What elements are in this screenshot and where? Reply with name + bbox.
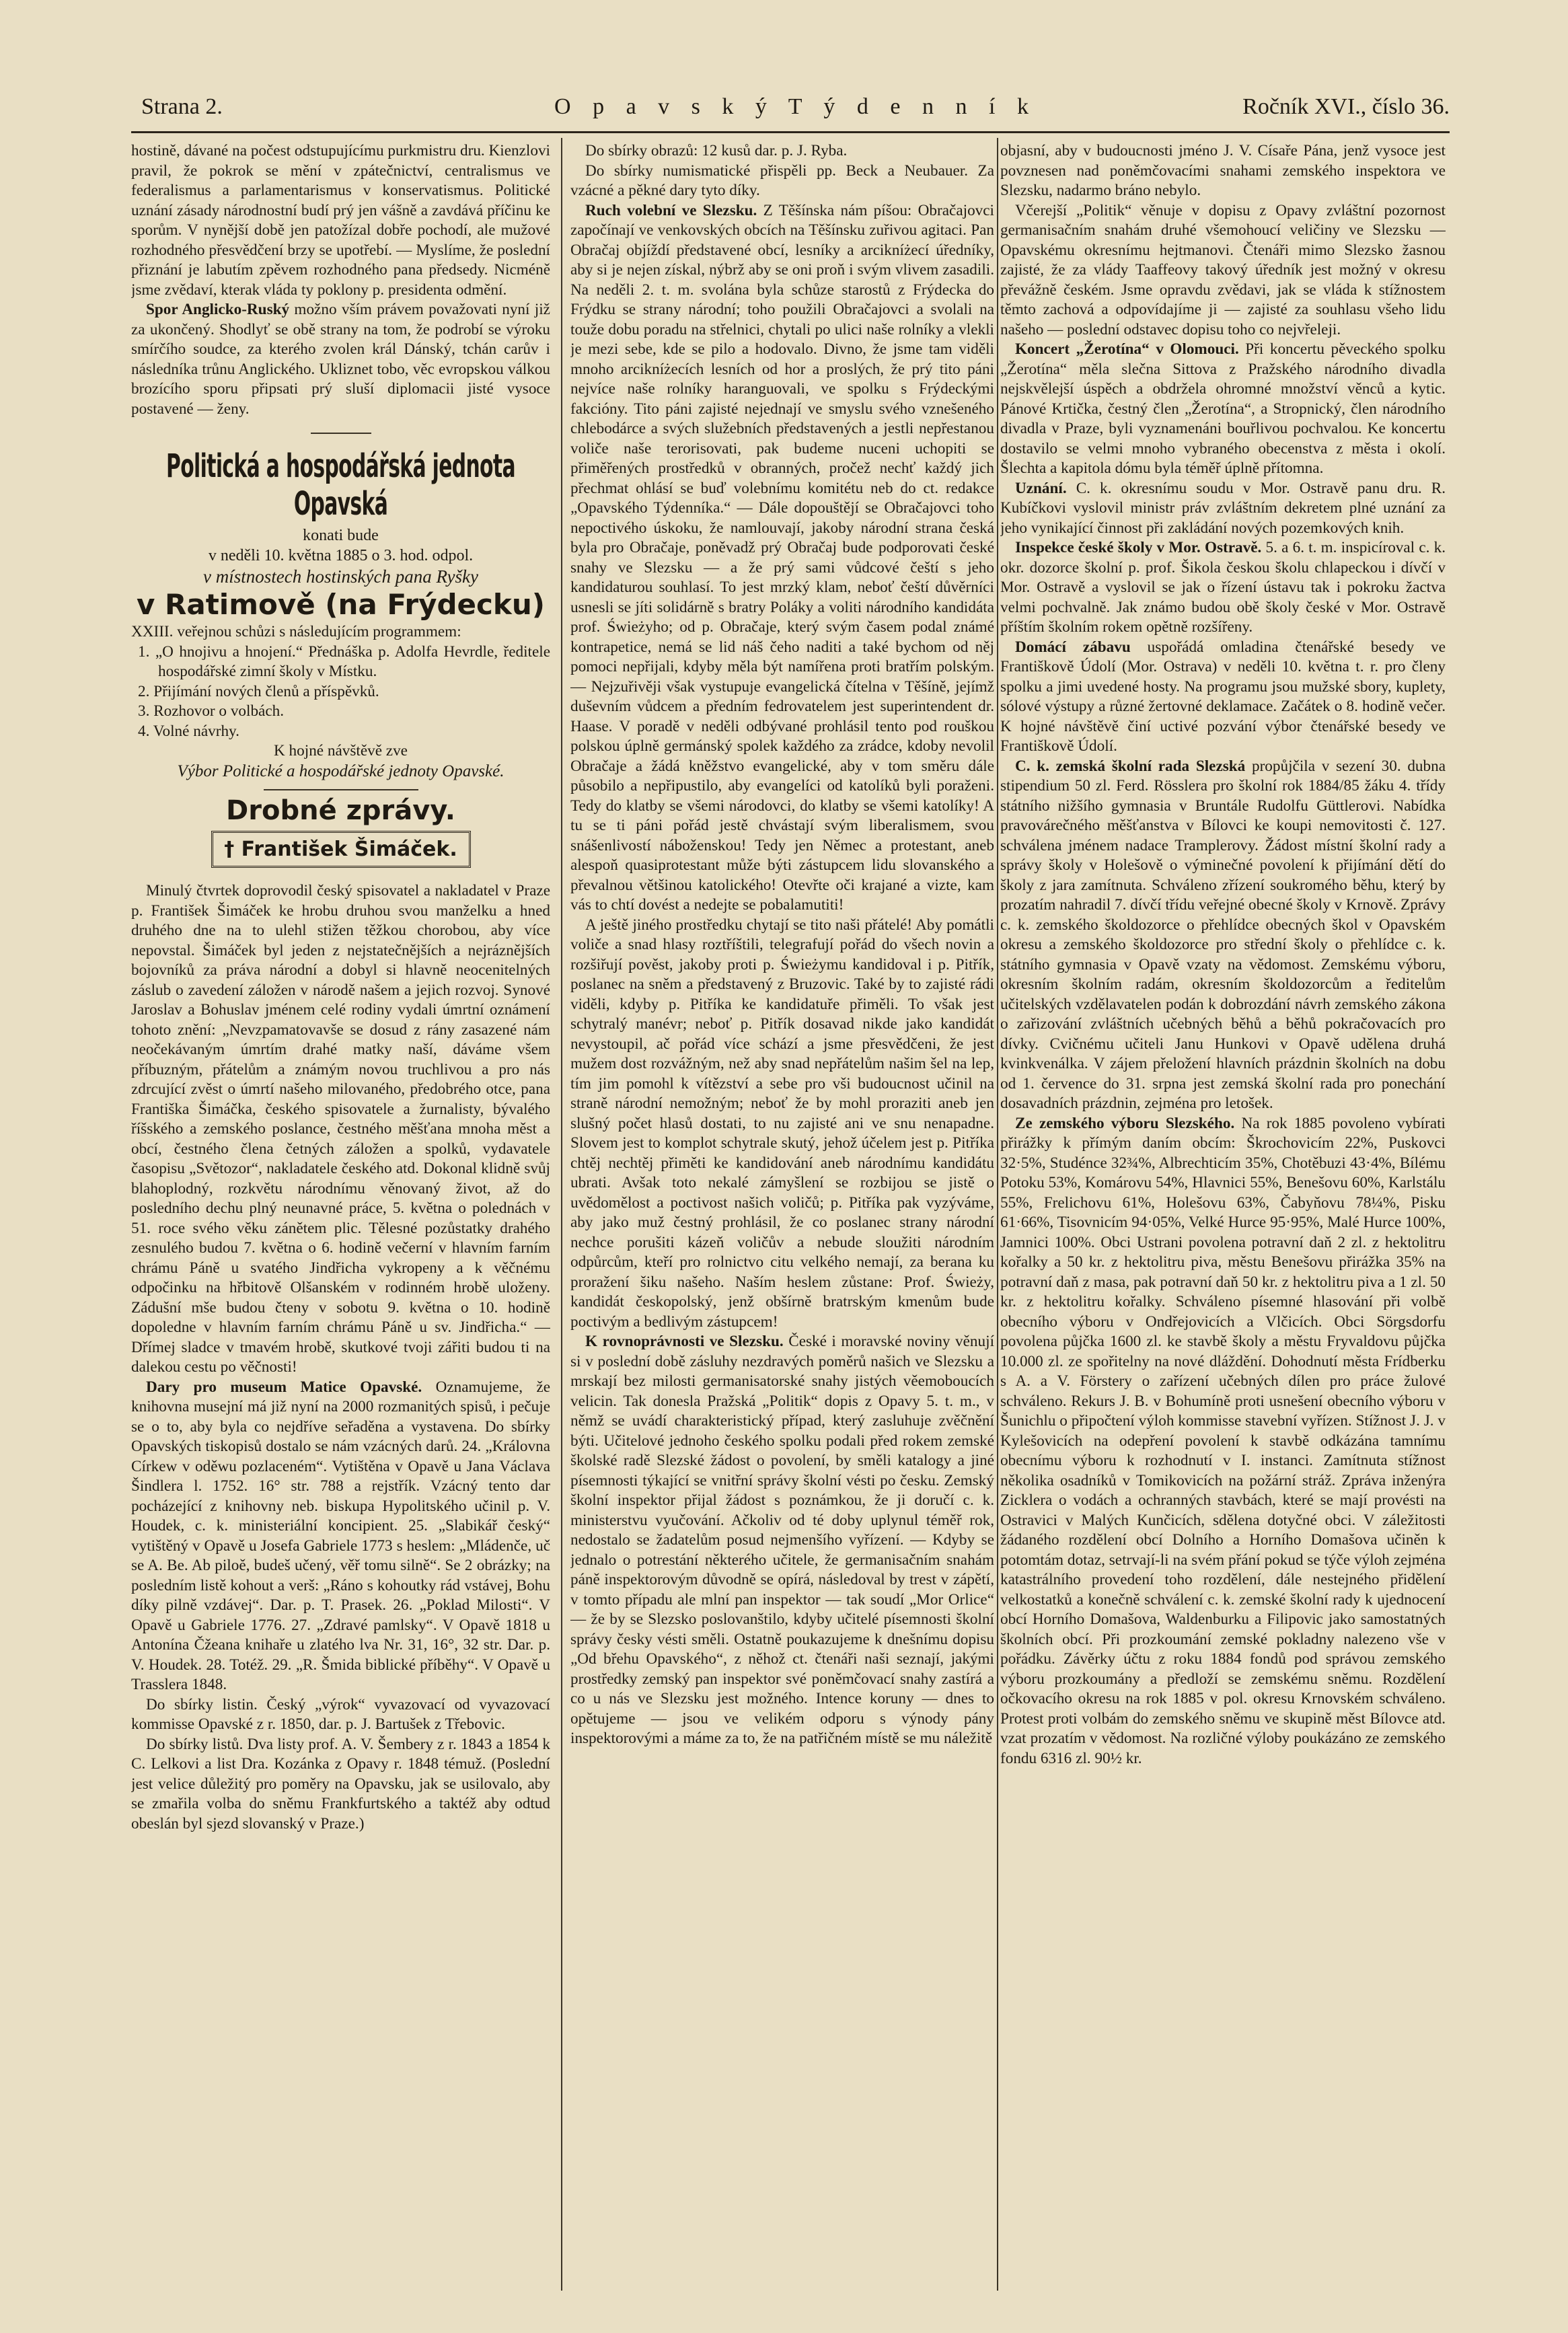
column-rule — [997, 138, 998, 2291]
column-3 — [1000, 141, 1446, 2291]
article-paragraph — [570, 1332, 994, 1749]
article-text: Z Těšínska nám píšou: Obračajovci započínají ve venkovských obcích na Těšínsku zuřivou agitaci. Pan Obračaj objíždí představené obcí, lesníky a arcikníżecí úředníky, aby si je nejen získal, nýbrž aby se oni proň i svým vlivem zasadili. Na neděli 2. t. m. svolána byla schůze starostů z Frýdecka do Frýdku se strany národní; toho použili Obračajovci a svolali na touže dobu poradu na střelnici, chytali po ulici naše rolníky a vlekli je mezi sebe, kde se pilo a hodovalo. Divno, že jsme tam viděli mnoho arcikníżecích lesních od hor a proslých, že prý tito páni nejvíce naše rolníky haranguovali, ve spolku s Frýdeckými fakcióny. Tito páni zajisté nejednají ve smyslu svého vznešeného chlebodárce a svých služebních představených a jestli nepřestanou voliče naše terorisovati, pak budeme nuceni uchopiti se přiměřených prostředků v obranných, pročež nechť každý jich přechmat ohlásí se buď volebnímu komitétu neb do ct. redakce „Opavského Týdenníka.“ — Dále dopouštějí se Obračajovci toho nepoctivého úskoku, že namlouvají, jakoby národní strana česká byla pro Obračaje, poněvadž prý Obračaj bude podporovati české snahy ve Slezsku — a že prý sami vůdcové čeští s jeho kandidaturou souhlasí. To jest mrzký klam, neboť čeští důvěrníci usnesli se jíti solidárně s bratry Poláky a voliti národního kandidáta prof. Świeżyho; od p. Obračaje, který svým časem podal známé kontrapetice, nemá se lid náš čeho naditi a také bychom od něj pomoci nepřijali, kdyby měla být namířena proti bratřím polským. — Nejzuřivěji však vystupuje evangelická čítelna v Těšíně, jejímž duševním vůdcem a předním fedrovatelem jest superintendent dr. Haase. V poradě v neděli odbývané prohlásil tento pod rouškou polskou úplně germánský spolek každého za zrádce, kdoby nevolil Obračaje a žádá kněžstvo evangelické, aby v tom směru dále působilo a nepřipustilo, aby evangelíci od katolíků byli poraženi. Tedy do klatby se všemi národovci, do klatby se všemi katolíky! A tu se ti páni pořád jestě chvástají svým liberalismem, svou snášenlivostí náboženskou! Tedy jen Němec a protestant, aneb alespoň quasiprotestant může býti zástupcem lidu slovanského a převalnou většinou katolického! Otevřte oči krajané a vizte, kam vás to chtí dovést a nedejte se pobalamutiti! — [570, 201, 994, 914]
article-paragraph: Do sbírky listů. Dva listy prof. A. V. Šembery z r. 1843 a 1854 k C. Lelkovi a list Dra. Kozánka z Opavy r. 1848 témuž. (Poslední jest velice důležitý pro poměry na Opavsku, jak se usilovalo, aby se zmařila volba do sněmu Frankfurtského a taktéž aby odtud obeslán byl sjezd slovanský v Praze.) — [131, 1735, 550, 1832]
article-lead: Koncert „Žerotína“ v Olomouci. — [1015, 340, 1239, 358]
article-paragraph — [1000, 479, 1446, 539]
article-paragraph — [1000, 757, 1446, 1114]
article-paragraph — [1000, 340, 1446, 479]
ad-konati: konati bude — [303, 527, 379, 544]
article-lead: K rovnoprávnosti ve Slezsku. — [585, 1333, 784, 1350]
article-lead: Uznání. — [1015, 479, 1067, 497]
article-text: Oznamujeme, že knihovna musejní má již nyní na 2000 rozmanitých spisů, i pečuje se o to, aby byla co nejdříve seřaděna a vystavena. Do sbírky Opavských tiskopisů dostalo se nám vzácných darů. 24. „Královna Církew v oděwu pozlaceném“. Vytištěna v Opavě u Jana Václava Šindlera l. 1752. 16° str. 788 a rejstřík. Vzácný tento dar pocházející z knihovny neb. biskupa Hypolitského učinil p. V. Houdek, c. k. ministeriální koncipient. 25. „Slabikář český“ vytištěný v Opavě u Josefa Gabriele 1773 s heslem: „Mládenče, uč se A. Be. Ab piloě, budeš učený, věř tomu silně“. Se 2 obrázky; na posledním listě kohout a verš: „Ráno s kohoutky rád vstávej, Bohu díky pilně vzdávej“. Dar. p. T. Prasek. 26. „Poklad Milosti“. V Opavě u Gabriele 1776. 27. „Zdravé pamlsky“. V Opavě 1818 u Antonína Čžeana knihaře u zlatého lva Nr. 31, 16°, 32 str. Dar. p. V. Houdek. 28. Totéž. 29. „R. Šmida biblické příběhy“. V Opavě u Trasslera 1848. — [131, 1378, 550, 1693]
ad-place: v Ratimově (na Frýdecku) — [137, 588, 545, 621]
ad-venue: v místnostech hostinských pana Ryšky — [203, 566, 478, 587]
column-rule — [561, 138, 562, 2291]
article-paragraph: objasní, aby v budoucnosti jméno J. V. Císaře Pána, jenž vysoce jest povznesen nad poněmčovacími snahami zemského inspektora ve Slezsku, nadarmo bráno nebylo. — [1000, 142, 1446, 199]
ad-program-item: 3. Rozhovor o volbách. — [138, 702, 285, 720]
article-text: uspořádá omladina čtenářské besedy ve Františkově Údolí (Mor. Ostrava) v neděli 10. května t. r. pro členy spolku a jimi uvedené hosty. Na programu jsou mužské sbory, kuplety, sólové výstupy a různé žertovné deklamace. Začátek o 8. hodině večer. K hojné návštěvě činí uctivé pozvání výbor čtenářské besedy ve Františkově Údolí. — [1000, 638, 1446, 755]
ad-invite: K hojné návštěvě zve — [274, 742, 408, 760]
ad-program-item: 2. Přijímání nových členů a příspěvků. — [138, 682, 379, 700]
article-paragraph: Minulý čtvrtek doprovodil český spisovatel a nakladatel v Praze p. František Šimáček ke hrobu druhou svou manželku a hned druhého dne na to ulehl stižen těžkou chorobou, aby více nepovstal. Šimáček byl jeden z nejstatečnějších a nejráznějších bojovníků za práva národní a dobyl si hlavně neocenitelných záslub o zavedení záložen v národě našem a jejich rozvoj. Synové Jaroslav a Bohuslav jménem celé rodiny vydali úmrtní oznámení tohoto znění: „Nevzpamatovavše se dosud z rány zasazené nám neočekávaným úmrtím drahé matky naší, dáváme všem příbuzným, přátelům a známým novou truchlivou a pro nás zdrcující zvěst o úmrtí našeho milovaného, předobrého otce, pana Františka Šimáčka, českého spisovatele a žurnalisty, bývalého říšského a zemského poslance, čestného měšťana mnoha měst a obcí, čestného člena četných záložen a spolků, vydavatele časopisu „Světozor“, nakladatele českého atd. Dokonal klidně svůj blahoplodný, rozkvětu národnímu věnovaný život, až do posledního dechu plný neunavné práce, 5. května o polednách v 51. roce svého věku zánětem plic. Tělesné pozůstatky drahého zesnulého budou 7. května o 6. hodině večerní v hlavním farním chrámu Páně u svatého Jindřicha vykropeny a k věčnému odpočinku na hřbitově Olšanském v rodinném hrobě uloženy. Zádušní mše budou čteny v sobotu 9. května o 10. hodině dopoledne v hlavním farním chrámu Páně u sv. Jindřicha.“ — Dřímej sladce v tmavém hrobě, skutkové tvoji zářiti budou ti na dalekou cestu po věčnosti! — [131, 882, 550, 1376]
page-number: Strana 2. — [141, 94, 223, 119]
ad-program-item: 1. „O hnojivu a hnojení.“ Přednáška p. Adolfa Hevrdle, ředitele hospodářské zimní školy v Místku. — [138, 642, 550, 680]
ad-title: Politická a hospodářská jednota Opavská — [166, 447, 515, 523]
column-2 — [570, 141, 994, 2291]
article-lead: C. k. zemská školní rada Slezská — [1015, 757, 1246, 775]
article-paragraph — [1000, 1114, 1446, 1769]
article-paragraph: hostině, dávané na počest odstupujícímu purkmistru dru. Kienzlovi pravil, že pokrok se mění v zpátečnictví, centralismus ve federalismus a parlamentarismus v konservatismus. Politické uznání zásady národnostní budí prý jen vášně a zavdává příčinu ke sporům. V nynější době jen patožízal dobře pochodí, ale mužové rozhodného přesvědčení brzy se upotřebí. — Myslíme, že poslední přiznání je labutím zpěvem rozhodného pana předsedy. Nicméně jsme zvědaví, kterak vláda ty poklony p. presidenta odmění. — [131, 142, 550, 299]
article-paragraph: A ještě jiného prostředku chytají se tito naši přátelé! Aby pomátli voliče a snad hlasy roztříštili, telegrafují pořád do všech novin a rozšiřují pověst, jakoby proti p. Świeżymu kandidoval i p. Pitřík, poslanec na sněm a představený z Bruzovic. Také by to zajisté rádi viděli, kdyby p. Pitříka ke kandidatuře přiměli. To však jest schytralý manévr; neboť p. Pitřík dosavad nikde jako kandidát nevystoupil, ač pořád více schází a jsme přesvědčeni, že jest mužem dost rozvážným, než aby snad nepřátelům našim šel na lep, tím jim pomohl k vítězství a sebe pro vši budoucnost učinil na straně národní nemožným; neboť že by mohl proraziti aneb jen slušný počet hlasů dostati, to nu zajisté ani ve snu nenapadne. Slovem jest to komplot schytrale skutý, jehož účelem jest p. Pitříka chtěj nechtěj přiměti ke kandidování aneb národnímu kandidátu ubrati. Avšak toto nekalé zámyšlení se rozbijou se jistě o uvědomělost a poctivost našich voličů; p. Pitříka pak vyzýváme, aby jako muž čestný prohlásil, že co poslanec strany národní nechce porušiti kázeň voličův a nebude sloužiti národním odpůrcům, kteří pro rolnictvo citu velkého nemají, za berana ku proražení šiku našeho. Naším heslem zůstane: Prof. Świeży, kandidát českopolský, jenž obšírně bratrským kmenům bude poctivým a bedlivým zástupcem! — [570, 916, 994, 1331]
issue-number: Ročník XVI., číslo 36. — [1242, 94, 1450, 119]
article-text: Při koncertu pěveckého spolku „Žerotína“ měla slečna Sittova z Pražského národního divadla nejskvělejší úspěch a obdržela ohromné množství věnců a kytic. Pánové Krtička, čestný člen „Žerotína“, a Stropnický, člen národního divadla v Praze, byli vyznamenáni bouřlivou pochvalou. Ke koncertu dostavilo se velmi mnoho vybraného obecenstva z města i okolí. Šlechta a kapitola dómu byla téměř úplně přítomna. — [1000, 340, 1446, 477]
article-paragraph: Do sbírky numismatické přispěli pp. Beck a Neubauer. Za vzácné a pěkné dary tyto díky. — [570, 161, 994, 199]
article-text: možno vším právem považovati nyní již za ukončený. Shodlyť se obě strany na tom, že podrobí se výroku smírčího soudce, za kterého zvolen král Dánský, tchán carův i následníka trůnu Anglického. Ukliznet tobo, věc evropskou válkou brozícího sporu připsati prý sluší diplomacii jisté vysoce postavené — ženy. — [131, 301, 550, 418]
article-paragraph — [570, 201, 994, 916]
column-1 — [131, 141, 550, 2291]
running-header — [141, 94, 1450, 128]
article-text: propůjčila v sezení 30. dubna stipendium 50 zl. Ferd. Rösslera pro školní rok 1884/85 žáku 4. třídy státního nižšího gymnasia v Bruntále Rudolfu Güttlerovi. Nabídka pravovárečného měšťanstva v Bílovci ke koupi nemovitosti č. 127. schválena jménem nadace Tramplerovy. Žádost místní školní rady a správy školy v Holešově o výminečné povolení k přijímání dětí do školy z jara zamítnuta. Schváleno zřízení soukromého běhu, který by prozatím nahradil 7. dívčí třídu veřejné obecné školy v Krnově. Zprávy c. k. zemského školdozorce o přehlídce obecných škol v Opavském okresu a zemského školdozorce pro střední školy o přehlídce c. k. státního gymnasia v Opavě vzaty na vědomost. Zemskému výboru, okresním školním radám, okresním školdozorcům a ředitelům učitelských vzdělavatelen podán k dobrozdání návrh zemského zákona o zařizování zvláštních učebných běhů a běhů pokračovacích pro dívky. Cvičnému učiteli Janu Hunkovi v Opavě udělena druhá kvinkvenálka. V zájem přeložení hlavních prázdnin školních na dobu od 1. července do 31. srpna jest zemská školní rada pro ponechání dosavadních prázdnin, zejména pro letošek. — [1000, 757, 1446, 1112]
article-paragraph: Včerejší „Politik“ věnuje v dopisu z Opavy zvláštní pozornost germanisačním snahám druhé všemohoucí veličiny ve Slezsku — Opavskému okresnímu hejtmanovi. Čtenáři mimo Slezsko žasnou zajisté, že za vlády Taaffeovy takový úředník jest možný v okresu převážně českém. Jsme opravdu zvědavi, jak se vláda k stížnostem těmto zachová a odpovídajíme ji — zajisté za souhlasu všeho lidu našeho — poslední odstavec dopisu toho co nejvřeleji. — [1000, 201, 1446, 338]
article-text: 5. a 6. t. m. inspicíroval c. k. okr. dozorce školní p. prof. Šikola českou školu chlapeckou i dívčí v Mor. Ostravě a vyslovil se jak o řízení ústavu tak i pokroku žactva velmi pochvalně. Jak známo budou obě školy české v Mor. Ostravě příštím školním rokem opětně rozšířeny. — [1000, 539, 1446, 636]
article-text: České i moravské noviny věnují si v poslední době zásluhy nezdravých poměrů našich ve Slezsku a mrskají bez milosti germanisatorské snahy jistých věemoboucích velicin. Tak donesla Pražská „Politik“ dopis z Opavy 5. t. m., v němž se uvádí charakteristický případ, který zasluhuje zvěčnění býti. Učitelové jednoho českého spolku podali před rokem zemské školské radě Slezské žádost o povolení, by směli katalogy a jiné písemnosti týkající se vnitřní správy školní vésti po česku. Zemský školní inspektor přijal žádost s poznámkou, že ji doručí c. k. ministerstvu vyučování. Ačkoliv od té doby uplynul téměř rok, nedostalo se žadatelům posud nejmenšího vyřízení. — Kdyby se jednalo o potrestání některého učitele, že germanisačním snahám páně inspektorovým důvodně se opírá, následoval by trest v zápětí, v tomto případu ale mlní pan inspektor — tak soudí „Mor Orlice“ — že by se Slezsko poslovanštilo, kdyby učitelé písemnosti školní správy česky vésti směli. Ostatně poukazujeme k dnešnímu dopisu „Od břehu Opavského“, z něhož ct. čtenáři naši seznají, jakými prostředky zemský pan inspektor své poněmčovací snahy zastírá a co u nás ve Slezsku jest možného. Intence koruny — dnes to opětujeme — jsou ve velikém odporu s výnody pány inspektorovými a máme za to, že na patřičném místě se mu náležitě — [570, 1333, 994, 1747]
advertisement — [131, 447, 550, 781]
separator — [264, 789, 418, 790]
article-lead: Ze zemského výboru Slezského. — [1015, 1114, 1235, 1132]
ad-date: v neděli 10. května 1885 o 3. hod. odpol. — [208, 547, 474, 564]
article-text: C. k. okresnímu soudu v Mor. Ostravě panu dru. R. Kubíčkovi vyslovil ministr práv zvláštním dekretem plné uznání za jeho vynikající činnost při zakládání nových pozemkových knih. — [1000, 479, 1446, 537]
article-lead: Domácí zábavu — [1015, 638, 1131, 656]
ad-program — [131, 642, 550, 742]
ad-signature: Výbor Politické a hospodářské jednoty Opavské. — [177, 762, 505, 780]
ad-program-item: 4. Volné návrhy. — [138, 722, 239, 740]
header-rule — [131, 131, 1450, 133]
article-paragraph — [1000, 538, 1446, 638]
article-paragraph: Do sbírky obrazů: 12 kusů dar. p. J. Ryba. — [585, 142, 848, 159]
article-paragraph — [131, 300, 550, 419]
separator — [311, 433, 371, 434]
article-paragraph — [131, 1378, 550, 1695]
article-paragraph: Do sbírky listin. Český „výrok“ vyvazovací od vyvazovací kommisse Opavské z r. 1850, dar. p. J. Bartušek z Třebovic. — [131, 1695, 550, 1733]
article-lead: Inspekce české školy v Mor. Ostravě. — [1015, 539, 1262, 556]
article-lead: Spor Anglicko-Ruský — [146, 301, 290, 318]
article-lead: Dary pro museum Matice Opavské. — [146, 1378, 422, 1396]
obituary-title: † František Šimáček. — [211, 831, 471, 868]
ad-intro: XXIII. veřejnou schůzi s následujícím programmem: — [131, 623, 461, 640]
article-text: Na rok 1885 povoleno vybírati přirážky k přímým daním obcím: Škrochovicím 22%, Puskovci 32·5%, Studénce 32¾%, Albrechticím 35%, Chotěbuzi 43·4%, Bílému Potoku 53%, Komárovu 54%, Hlavnici 55%, Benešovu 60%, Karlstálu 55%, Frelichovu 61%, Holešovu 63%, Čabyňovu 78¼%, Pisku 61·66%, Tisovnicím 94·05%, Velké Hurce 95·95%, Malé Hurce 100%, Jamnici 100%. Obci Ustrani povolena potravní daň 2 zl. z hektolitru kořalky a 50 kr. z hektolitru piva, městu Benešovu přirážka 35% na potravní daň z masa, pak potravní daň 50 kr. z hektolitru piva a 1 zl. 50 kr. z hektolitru kořalky. Schváleno písemné hlasování při volbě obecního výboru v Ondřejovicích a Vlčicích. Obci Sörgsdorfu povolena půjčka 1600 zl. ke stavbě školy a městu Fryvaldovu půjčka 10.000 zl. ze spořitelny na nové dláždění. Dohodnutí města Frídberku s A. a V. Förstery o zařízení učebných dílen pro práce žulové schváleno. Rekurs J. B. v Bohumíně proti usnešení obecního výboru v Šunichlu o připočtení výloh kommisse stavební vyřízen. Stížnost J. J. v Kylešovicích na odepření povolení k stavbě odkázána tamnímu obecnímu výboru k rozhodnutí v I. instanci. Zamítnuta stížnost několika osadníků v Tomikovicích na požární stráž. Zpráva inženýra Zicklera o vodách a ochranných stavbách, které se mají provésti na Ostravici v Malých Kunčicích, sdělena dotyčné obci. V záležitosti žádaného rozdělení obcí Dolního a Horního Domašova učiněn k potomtám dotaz, setrvají-li na svém přání pokud se týče výloh zejména katastrálního provedení toho rozdělení, dále nestejného přidělení velkostatků a konečně schválení c. k. zemské školní rady k ujednocení obcí Horního Domašova, Waldenburku a Filipovic jako samostatných školních obcí. Při prozkoumání zemské pokladny nalezeno vše v pořádku. Závěrky účtu z roku 1884 fondů pod správou zemského výboru prozkoumány a předloží se zemskému sněmu. Rozdělení očkovacího okresu na rok 1885 v pol. okresu Krnovském schváleno. Protest proti volbám do zemského sněmu ve skupině měst Bílovce atd. vzat prozatím v vědomost. Na rozličné výloby poukázáno ze zemského fondu 6316 zl. 90½ kr. — [1000, 1114, 1446, 1767]
newspaper-title: O p a v s k ý T ý d e n n í k — [554, 94, 1037, 119]
article-paragraph — [1000, 638, 1446, 757]
section-title: Drobné zprávy. — [226, 795, 455, 826]
article-lead: Ruch volební ve Slezsku. — [585, 201, 757, 219]
